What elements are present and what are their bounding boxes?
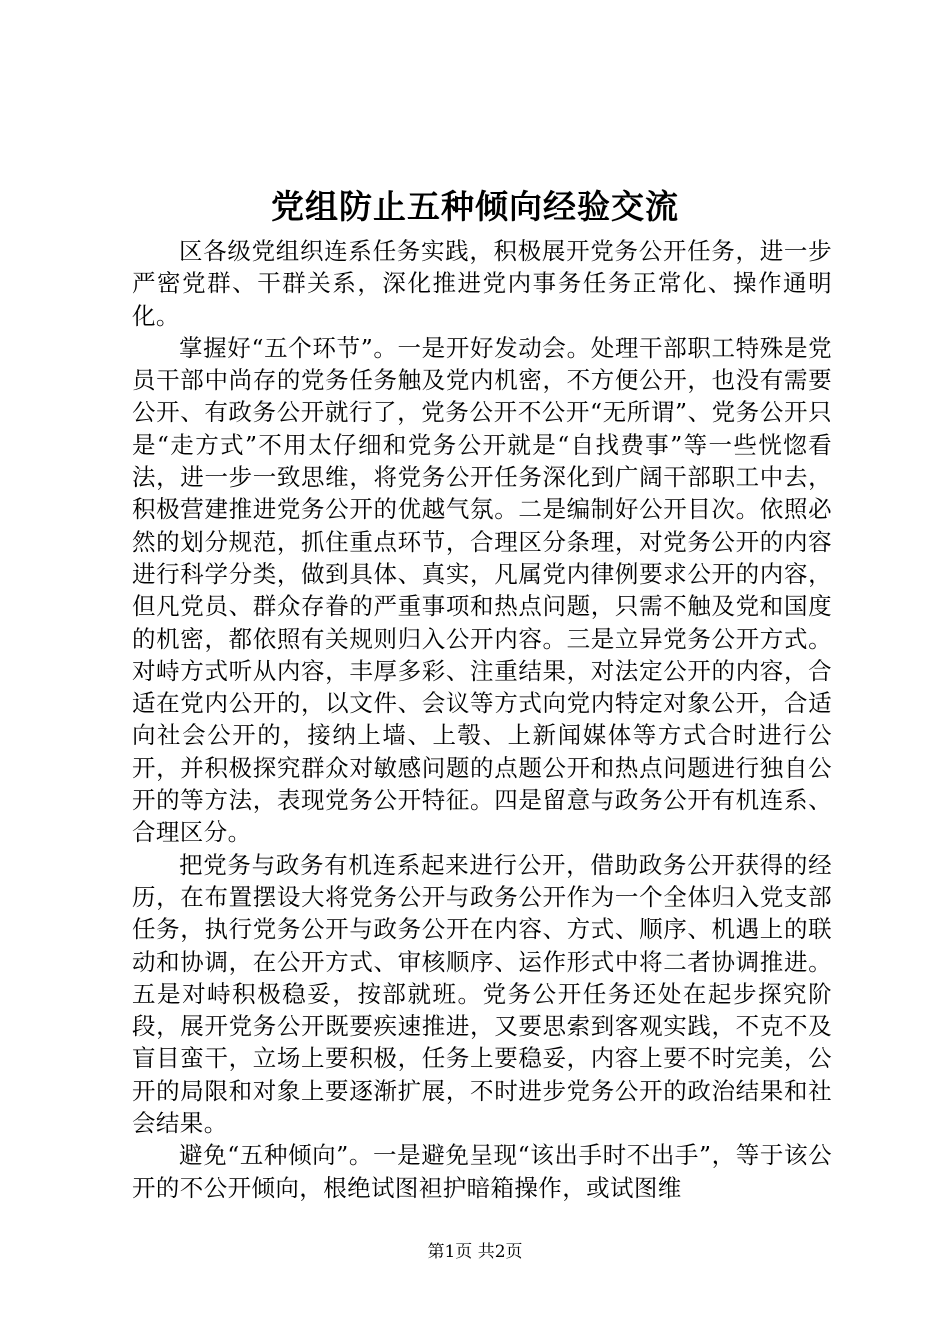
document-title: 党组防止五种倾向经验交流 bbox=[271, 187, 679, 226]
paragraph-party-government-affairs: 把党务与政务有机连系起来进行公开，借助政务公开获得的经历，在布置摆设大将党务公开与政务公开作为一个全体归入党支部任务，执行党务公开与政务公开在内容、方式、顺序、机遇上的联动和协调，在公开方式、审核顺序、运作形式中将二者协调推进。五是对峙积极稳妥，按部就班。党务公开任务还处在起步探究阶段，展开党务公开既要疾速推进，又要思索到客观实践，不克不及盲目蛮干，立场上要积极，任务上要稳妥，内容上要不时完美，公开的局限和对象上要逐渐扩展，不时进步党务公开的政治结果和社会结果。 bbox=[132, 850, 832, 1138]
page-number-footer: 第1页 共2页 bbox=[427, 1242, 523, 1262]
paragraph-intro: 区各级党组织连系任务实践，积极展开党务公开任务，进一步严密党群、干群关系，深化推进党内事务任务正常化、操作通明化。 bbox=[132, 237, 832, 330]
paragraph-five-tendencies: 避免“五种倾向”。一是避免呈现“该出手时不出手”，等于该公开的不公开倾向，根绝试图袒护暗箱操作，或试图维 bbox=[132, 1141, 832, 1202]
document-body bbox=[132, 235, 832, 1204]
paragraph-five-links: 掌握好“五个环节”。一是开好发动会。处理干部职工特殊是党员干部中尚存的党务任务触及党内机密，不方便公开，也没有需要公开、有政务公开就行了，党务公开不公开“无所谓”、党务公开只是“走方式”不用太仔细和党务公开就是“自找费事”等一些恍惚看法，进一步一致思维，将党务公开任务深化到广阔干部职工中去，积极营建推进党务公开的优越气氛。二是编制好公开目次。依照必然的划分规范，抓住重点环节，合理区分条理，对党务公开的内容进行科学分类，做到具体、真实，凡属党内律例要求公开的内容，但凡党员、群众存眷的严重事项和热点问题，只需不触及党和国度的机密，都依照有关规则归入公开内容。三是立异党务公开方式。对峙方式听从内容，丰厚多彩、注重结果，对法定公开的内容，合适在党内公开的，以文件、会议等方式向党内特定对象公开，合适向社会公开的，接纳上墙、上彀、上新闻媒体等方式合时进行公开，并积极探究群众对敏感问题的点题公开和热点问题进行独自公开的等方法，表现党务公开特征。四是留意与政务公开有机连系、合理区分。 bbox=[132, 333, 832, 847]
